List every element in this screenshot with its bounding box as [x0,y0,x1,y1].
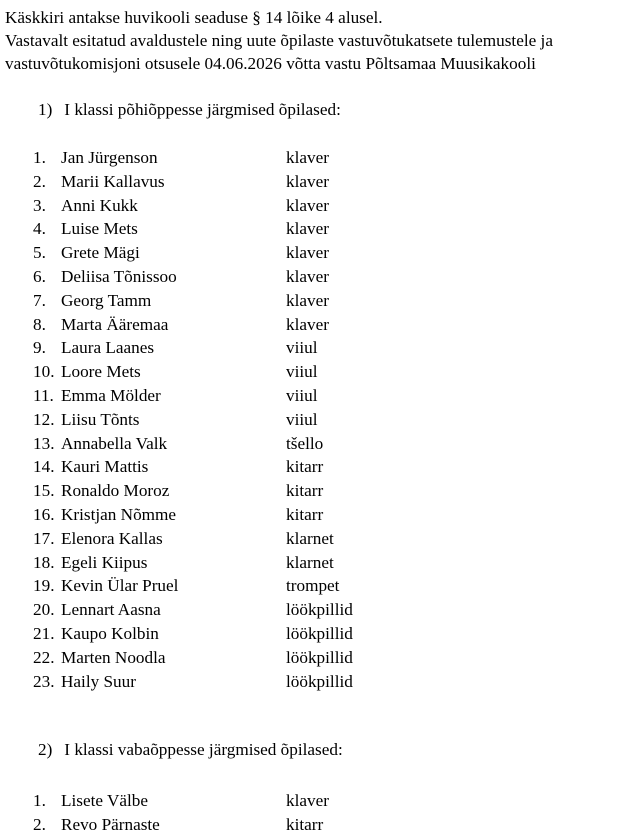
student-number: 5. [33,243,46,263]
student-number: 18. [33,552,55,572]
student-number: 2. [33,171,46,191]
student-number: 15. [33,481,55,501]
student-instrument: löökpillid [286,623,353,643]
student-name: Kauri Mattis [61,457,149,477]
student-row [33,789,453,813]
student-name: Laura Laanes [61,338,155,358]
student-name: Kristjan Nõmme [61,504,177,524]
student-row [33,813,453,837]
student-name: Lisete Välbe [61,791,149,810]
student-number: 1. [33,148,46,167]
student-row [33,503,453,527]
student-instrument: klaver [286,195,329,215]
student-name: Liisu Tõnts [61,409,140,429]
student-instrument: klaver [286,243,329,263]
student-instrument: kitarr [286,814,324,834]
student-number: 11. [33,385,54,405]
student-number: 19. [33,576,55,596]
student-instrument: viiul [286,362,318,382]
student-number: 1. [33,791,46,810]
student-instrument: löökpillid [286,647,353,667]
section-1-student-list [33,146,453,693]
student-row [33,455,453,479]
student-number: 4. [33,219,46,239]
student-row [33,574,453,598]
student-instrument: klaver [286,266,329,286]
student-name: Lennart Aasna [61,600,161,620]
student-name: Ronaldo Moroz [61,481,170,501]
student-name: Kevin Ülar Pruel [61,576,179,596]
student-number: 3. [33,195,46,215]
student-name: Georg Tamm [61,290,152,310]
section-1-title: I klassi põhiõppesse järgmised õpilased: [64,100,341,119]
student-name: Loore Mets [61,362,141,382]
student-row [33,336,453,360]
student-number: 20. [33,600,55,620]
student-name: Marii Kallavus [61,171,165,191]
student-instrument: klaver [286,791,329,810]
student-instrument: viiul [286,385,318,405]
student-number: 22. [33,647,55,667]
student-row [33,289,453,313]
student-number: 2. [33,814,46,834]
student-instrument: klaver [286,314,329,334]
section-2-student-list [33,789,453,837]
section-2-title: I klassi vabaõppesse järgmised õpilased: [64,740,343,759]
section-1-number: 1) [38,100,53,119]
student-number: 10. [33,362,55,382]
student-row [33,146,453,170]
student-name: Revo Pärnaste [61,814,160,834]
student-row [33,384,453,408]
student-name: Elenora Kallas [61,528,163,548]
student-instrument: klaver [286,148,329,167]
student-number: 13. [33,433,55,453]
student-row [33,408,453,432]
student-number: 14. [33,457,55,477]
student-number: 21. [33,623,55,643]
student-name: Grete Mägi [61,243,140,263]
student-row [33,241,453,265]
student-number: 7. [33,290,46,310]
student-row [33,527,453,551]
student-name: Marten Noodla [61,647,166,667]
student-row [33,551,453,575]
intro-paragraph [5,6,617,75]
student-name: Marta Ääremaa [61,314,169,334]
student-instrument: löökpillid [286,671,353,691]
intro-line-3: vastuvõtukomisjoni otsusele 04.06.2026 võtta vastu Põltsamaa Muusikakooli [5,54,536,73]
student-row [33,598,453,622]
section-2-number: 2) [38,740,53,759]
student-row [33,313,453,337]
student-instrument: klaver [286,219,329,239]
student-name: Deliisa Tõnissoo [61,266,177,286]
student-name: Luise Mets [61,219,138,239]
student-row [33,479,453,503]
student-number: 9. [33,338,46,358]
student-instrument: tšello [286,433,324,453]
student-number: 12. [33,409,55,429]
student-row [33,360,453,384]
student-instrument: viiul [286,338,318,358]
student-instrument: viiul [286,409,318,429]
student-instrument: kitarr [286,504,324,524]
student-number: 23. [33,671,55,691]
student-row [33,265,453,289]
student-number: 6. [33,266,46,286]
student-number: 17. [33,528,55,548]
student-instrument: kitarr [286,457,324,477]
student-name: Kaupo Kolbin [61,623,159,643]
student-instrument: klarnet [286,528,334,548]
student-instrument: klaver [286,290,329,310]
student-row [33,646,453,670]
student-row [33,432,453,456]
student-row [33,194,453,218]
student-instrument: kitarr [286,481,324,501]
student-name: Haily Suur [61,671,136,691]
student-row [33,622,453,646]
student-instrument: trompet [286,576,340,596]
student-name: Annabella Valk [61,433,168,453]
section-2-heading [38,738,343,762]
section-1-heading [38,98,341,122]
student-name: Egeli Kiipus [61,552,148,572]
student-name: Anni Kukk [61,195,138,215]
student-row [33,217,453,241]
intro-line-2: Vastavalt esitatud avaldustele ning uute õpilaste vastuvõtukatsete tulemustele ja [5,31,553,50]
student-instrument: löökpillid [286,600,353,620]
student-instrument: klaver [286,171,329,191]
student-number: 8. [33,314,46,334]
student-instrument: klarnet [286,552,334,572]
student-name: Emma Mölder [61,385,161,405]
student-row [33,170,453,194]
student-number: 16. [33,504,55,524]
student-row [33,670,453,694]
intro-line-1: Käskkiri antakse huvikooli seaduse § 14 lõike 4 alusel. [5,8,383,27]
student-name: Jan Jürgenson [61,148,158,167]
